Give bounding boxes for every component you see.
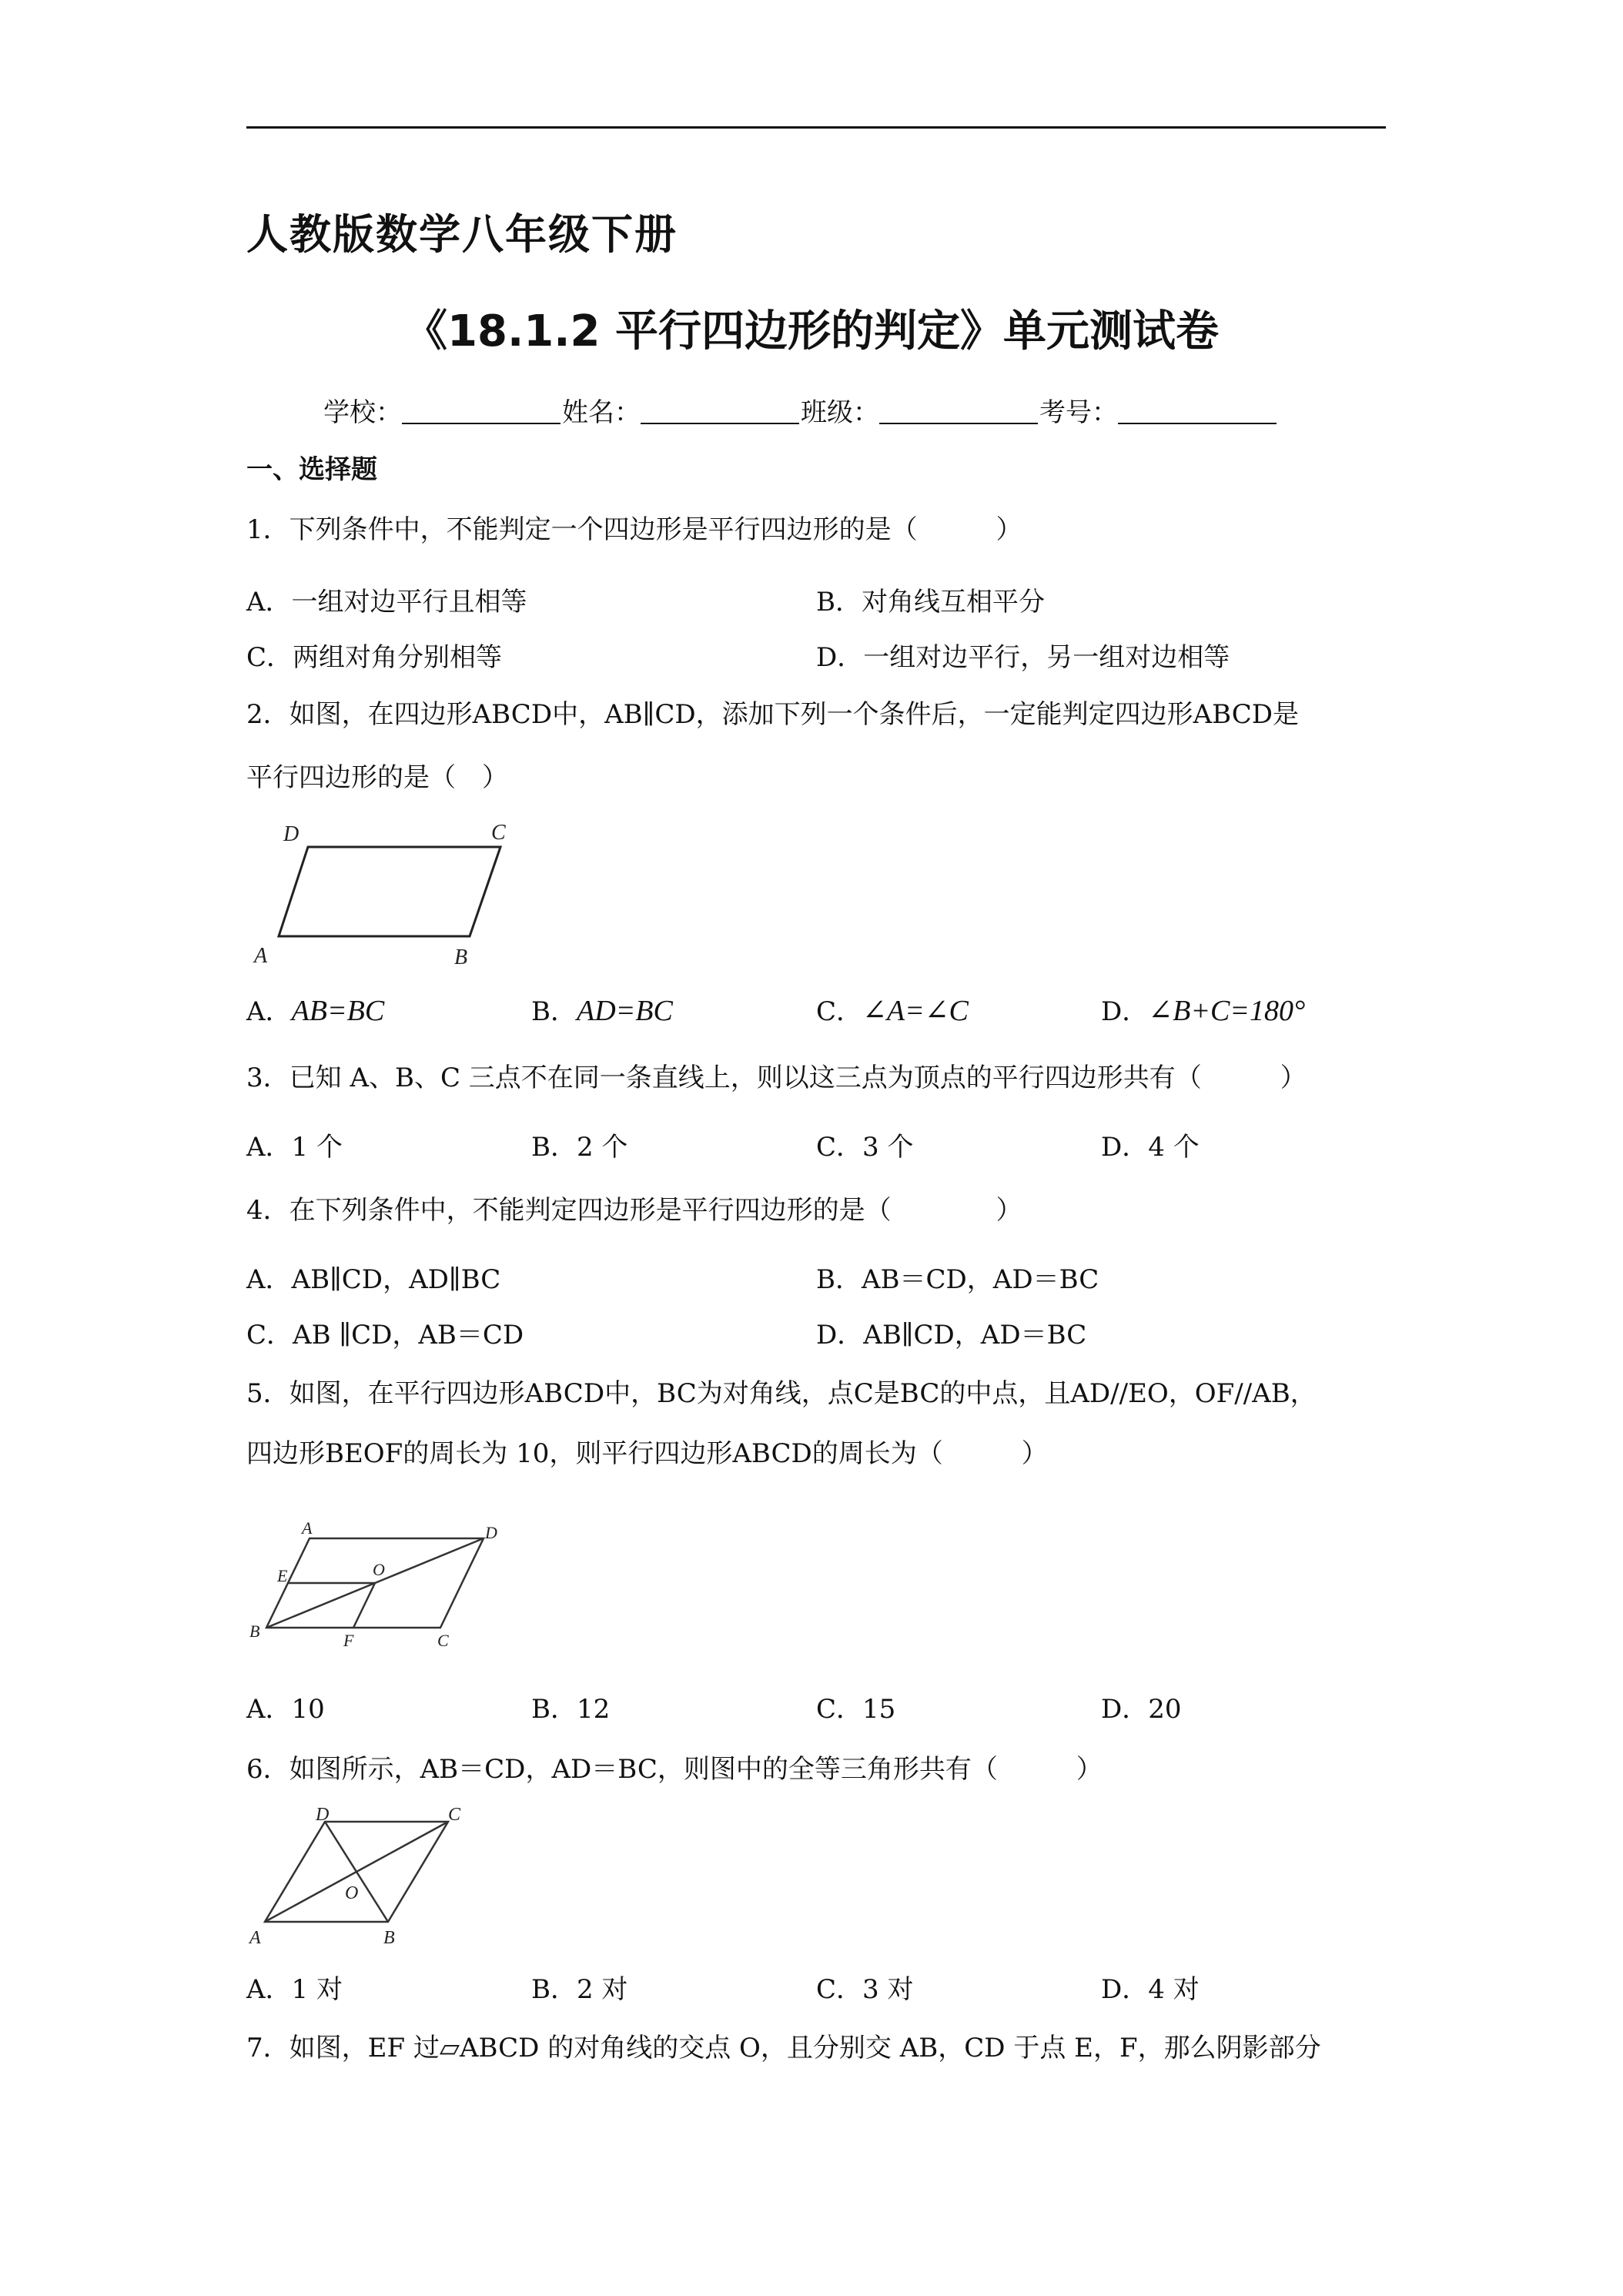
question-3-stem: 3．已知 A、B、C 三点不在同一条直线上，则以这三点为顶点的平行四边形共有（ ） [246, 1063, 1307, 1093]
question-1-option-c: C．两组对角分别相等 [246, 642, 503, 673]
page-title: 人教版数学八年级下册 [246, 210, 678, 259]
exam-no-label: 考号： [1039, 397, 1118, 428]
vertex-label-b: B [383, 1928, 395, 1946]
question-3-option-a: A．1 个 [246, 1132, 343, 1163]
question-1-option-d: D．一组对边平行，另一组对边相等 [816, 642, 1230, 673]
vertex-label-c: C [437, 1631, 449, 1650]
question-4-option-b: B．AB＝CD，AD＝BC [816, 1264, 1099, 1295]
question-2-option-d [1101, 990, 1305, 1028]
option-d-label: D． [1101, 996, 1149, 1027]
question-6-option-d: D．4 对 [1101, 1974, 1200, 2005]
school-label: 学校： [323, 397, 402, 428]
vertex-label-d: D [316, 1808, 330, 1825]
option-b-label: B． [531, 996, 577, 1027]
point-label-o: O [345, 1883, 359, 1903]
option-c-label: C． [816, 996, 863, 1027]
question-2-option-a [246, 990, 384, 1028]
option-a-math: AB=BC [291, 995, 385, 1027]
question-6-figure [246, 1808, 477, 1946]
point-label-o: O [373, 1560, 385, 1579]
question-6-option-c: C．3 对 [816, 1974, 914, 2005]
question-5-stem-line-2: 四边形BEOF的周长为 10，则平行四边形ABCD的周长为（ ） [246, 1438, 1048, 1469]
point-label-e: E [277, 1566, 288, 1585]
question-6-stem: 6．如图所示，AB＝CD，AD＝BC，则图中的全等三角形共有（ ） [246, 1754, 1103, 1785]
vertex-label-b: B [249, 1622, 260, 1641]
name-blank [641, 400, 799, 424]
option-c-math: ∠A=∠C [862, 995, 969, 1027]
question-4-option-c: C．AB ∥CD，AB＝CD [246, 1320, 524, 1350]
question-5-figure [246, 1514, 508, 1652]
question-2-stem-line-1: 2．如图，在四边形ABCD中，AB∥CD，添加下列一个条件后，一定能判定四边形ABCD是 [246, 699, 1300, 730]
question-5-option-d: D．20 [1101, 1694, 1182, 1725]
class-label: 班级： [801, 397, 879, 428]
student-info-line [323, 391, 1278, 429]
diagonal-bd [325, 1822, 388, 1922]
vertex-label-d: D [283, 822, 300, 846]
question-5-option-a: A．10 [246, 1694, 325, 1725]
question-4-option-d: D．AB∥CD，AD＝BC [816, 1320, 1087, 1350]
question-5-option-c: C．15 [816, 1694, 896, 1725]
question-4-option-a: A．AB∥CD，AD∥BC [246, 1264, 501, 1295]
page-subtitle: 《18.1.2 平行四边形的判定》单元测试卷 [404, 306, 1219, 356]
parallelogram-abcd [279, 847, 500, 936]
question-1-option-b: B．对角线互相平分 [816, 587, 1045, 618]
question-6-option-b: B．2 对 [531, 1974, 628, 2005]
question-5-stem-line-1: 5．如图，在平行四边形ABCD中，BC为对角线，点C是BC的中点，且AD//EO，OF//AB， [246, 1378, 1317, 1409]
vertex-label-b: B [454, 946, 468, 969]
section-heading: 一、选择题 [246, 454, 377, 485]
school-blank [402, 400, 561, 424]
vertex-label-c: C [448, 1808, 461, 1825]
vertex-label-c: C [491, 821, 506, 845]
vertex-label-a: A [254, 944, 268, 968]
question-2-figure [246, 821, 524, 975]
option-a-label: A． [246, 996, 292, 1027]
header-rule [246, 126, 1386, 129]
question-1-stem: 1．下列条件中，不能判定一个四边形是平行四边形的是（ ） [246, 514, 1022, 545]
question-4-stem: 4．在下列条件中，不能判定四边形是平行四边形的是（ ） [246, 1195, 1022, 1226]
vertex-label-d: D [485, 1523, 497, 1542]
point-label-f: F [343, 1631, 354, 1650]
question-1-option-a: A．一组对边平行且相等 [246, 587, 527, 618]
question-2-option-b [531, 990, 673, 1028]
class-blank [879, 400, 1038, 424]
option-b-math: AD=BC [577, 995, 673, 1027]
vertex-label-a: A [249, 1928, 261, 1946]
option-d-math: ∠B+C=180° [1148, 995, 1306, 1027]
question-2-option-c [816, 990, 969, 1028]
exam-no-blank [1118, 400, 1277, 424]
question-3-option-d: D．4 个 [1101, 1132, 1200, 1163]
question-7-stem: 7．如图，EF 过▱ABCD 的对角线的交点 O，且分别交 AB，CD 于点 E，F，那么阴影部分 [246, 2033, 1321, 2063]
name-label: 姓名： [562, 397, 641, 428]
question-5-option-b: B．12 [531, 1694, 611, 1725]
vertex-label-a: A [302, 1518, 313, 1538]
question-6-option-a: A．1 对 [246, 1974, 343, 2005]
question-2-stem-line-2: 平行四边形的是（ ） [246, 762, 508, 793]
question-3-option-b: B．2 个 [531, 1132, 628, 1163]
question-3-option-c: C．3 个 [816, 1132, 914, 1163]
